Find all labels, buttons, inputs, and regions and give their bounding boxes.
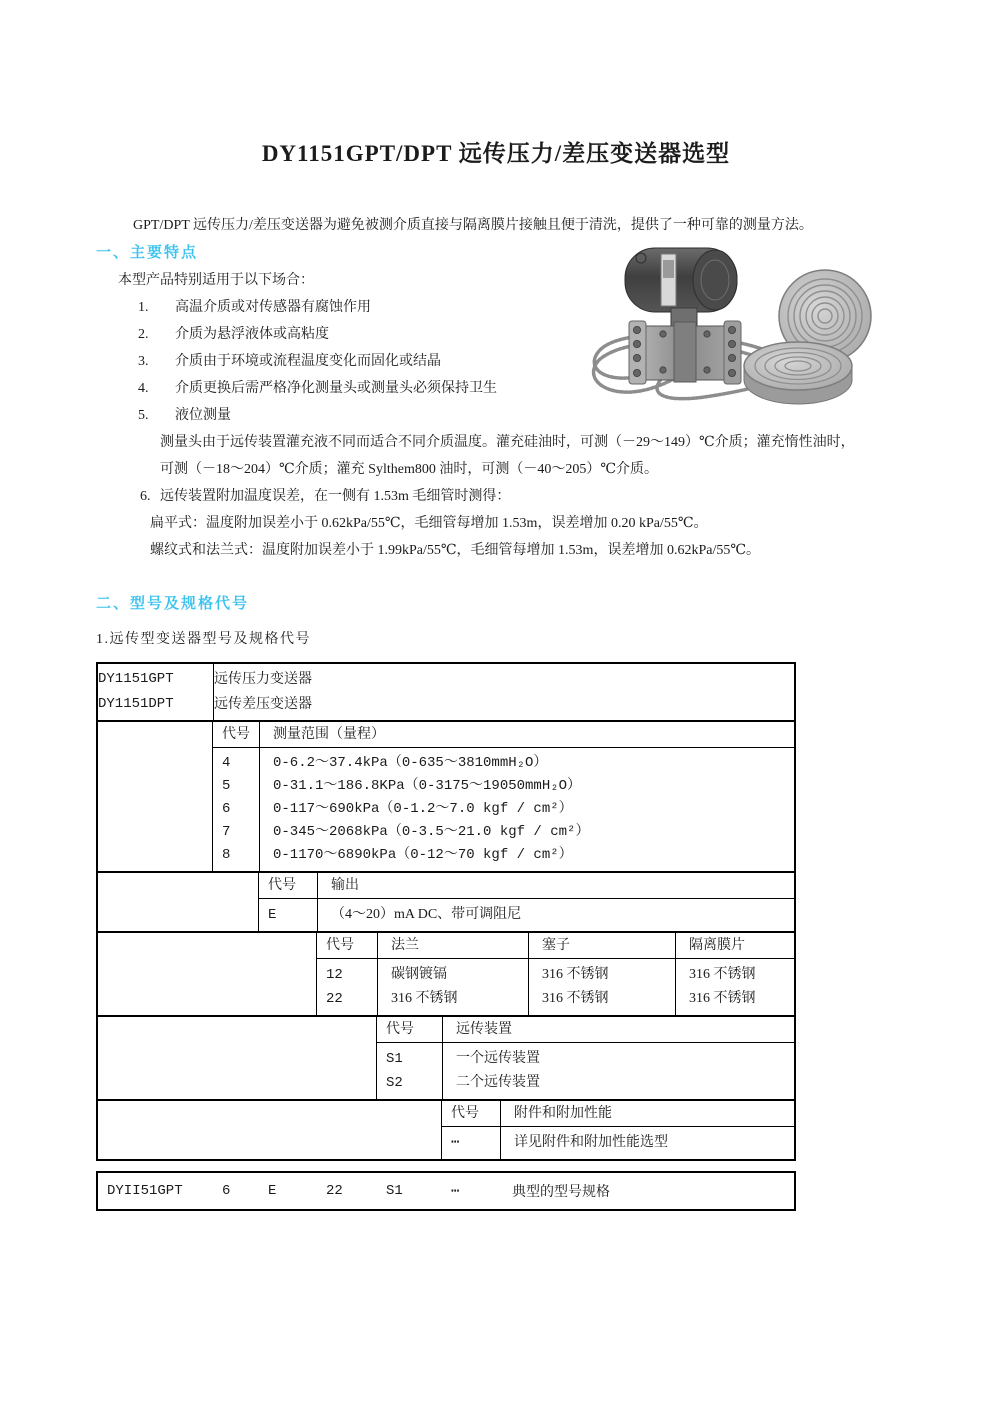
remote-code: S1: [386, 1051, 403, 1067]
range-code: 4: [222, 755, 231, 771]
typical-accessory-code: ⋯: [451, 1183, 460, 1200]
feature-text: 介质为悬浮液体或高粘度: [175, 327, 329, 342]
feature-item: [96, 294, 896, 321]
connection-spacer-cell: [98, 933, 317, 1015]
model-code: DY1151DPT: [98, 696, 174, 712]
diaphragm-header: 隔离膜片: [675, 933, 794, 959]
feature-number: 5.: [138, 408, 149, 423]
connection-code-header: 代号: [317, 933, 377, 959]
output-spacer-cell: [98, 873, 259, 931]
intro-paragraph: GPT/DPT 远传压力/差压变送器为避免被测介质直接与隔离膜片接触且便于清洗，提供了一种可靠的测量方法。: [133, 218, 813, 233]
output-value: （4～20）mA DC、带可调阻尼: [331, 907, 522, 922]
flange-value: 316 不锈钢: [391, 991, 458, 1006]
feature-item: [96, 321, 896, 348]
range-value: 0-31.1～186.8KPa（0-3175～19050mmH₂O）: [273, 778, 582, 794]
range-block: [98, 720, 794, 871]
model-block: [98, 664, 794, 720]
range-value: 0-1170～6890kPa（0-12～70 kgf / cm²）: [273, 847, 573, 863]
fill-fluid-note-line2: 可测（－18～204）℃介质；灌充 Sylthem800 油时，可测（－40～205）℃介质。: [160, 462, 658, 477]
page-title: DY1151GPT/DPT 远传压力/差压变送器选型: [261, 141, 731, 166]
range-code: 8: [222, 847, 231, 863]
range-value: 0-117～690kPa（0-1.2～7.0 kgf / cm²）: [273, 801, 573, 817]
output-code: E: [268, 907, 277, 923]
diaphragm-value: 316 不锈钢: [689, 967, 756, 982]
feature-item: [96, 483, 896, 510]
accessory-code: ⋯: [451, 1135, 460, 1151]
model-code: DY1151GPT: [98, 671, 174, 687]
output-value-column: [317, 899, 794, 931]
fill-fluid-note-line1: 测量头由于远传装置灌充液不同而适合不同介质温度。灌充硅油时，可测（－29～149）℃介质；灌充惰性油时，: [160, 435, 855, 450]
flange-header: 法兰: [377, 933, 528, 959]
typical-range-code: 6: [222, 1183, 231, 1199]
diaphragm-column: [675, 959, 794, 1015]
feature-item: [96, 375, 896, 402]
range-header: 测量范围（量程）: [259, 722, 794, 748]
feature-text: 介质由于环境或流程温度变化而固化或结晶: [175, 354, 441, 369]
section-heading-models: 二、型号及规格代号: [96, 596, 250, 612]
feature-text: 远传装置附加温度误差，在一侧有 1.53m 毛细管时测得：: [160, 489, 511, 504]
feature-text: 高温介质或对传感器有腐蚀作用: [175, 300, 371, 315]
feature-text: 液位测量: [175, 408, 231, 423]
connection-block: [98, 931, 794, 1015]
accessory-value-column: [500, 1127, 794, 1159]
range-code-header: 代号: [213, 722, 259, 748]
feature-number: 6.: [140, 489, 151, 504]
feature-number: 2.: [138, 327, 149, 342]
model-desc: 远传差压变送器: [214, 697, 312, 712]
remote-value: 二个远传装置: [456, 1075, 540, 1090]
output-code-column: [259, 899, 317, 931]
typical-label: 典型的型号规格: [512, 1185, 610, 1200]
feature-number: 1.: [138, 300, 149, 315]
accessory-value: 详见附件和附加性能选型: [514, 1135, 668, 1150]
connection-code: 22: [326, 991, 343, 1007]
range-value-column: [259, 748, 794, 871]
plug-value: 316 不锈钢: [542, 991, 609, 1006]
accessory-spacer-cell: [98, 1101, 442, 1159]
model-desc-cell: [213, 664, 794, 720]
plug-column: [528, 959, 675, 1015]
feature-item: [96, 402, 896, 429]
accessory-block: [98, 1099, 794, 1159]
typical-model-table: [96, 1171, 796, 1211]
feature-number: 4.: [138, 381, 149, 396]
spec-table: [96, 662, 796, 1161]
typical-remote-code: S1: [386, 1183, 403, 1199]
output-block: [98, 871, 794, 931]
flat-type-note: 扁平式：温度附加误差小于 0.62kPa/55℃，毛细管每增加 1.53m，误差增加 0.20 kPa/55℃。: [150, 516, 708, 531]
range-spacer-cell: [98, 722, 213, 871]
range-code-column: [213, 748, 259, 871]
output-code-header: 代号: [259, 873, 317, 899]
accessory-code-header: 代号: [442, 1101, 500, 1127]
remote-header: 远传装置: [442, 1017, 794, 1043]
plug-header: 塞子: [528, 933, 675, 959]
feature-item: [96, 348, 896, 375]
feature-text: 介质更换后需严格净化测量头或测量头必须保持卫生: [175, 381, 497, 396]
typical-output-code: E: [268, 1183, 277, 1199]
remote-code-column: [377, 1043, 442, 1099]
remote-code: S2: [386, 1075, 403, 1091]
range-code: 6: [222, 801, 231, 817]
model-desc: 远传压力变送器: [214, 672, 312, 687]
accessory-header: 附件和附加性能: [500, 1101, 794, 1127]
range-code: 5: [222, 778, 231, 794]
models-subheading: 1.远传型变送器型号及规格代号: [96, 632, 311, 647]
remote-value-column: [442, 1043, 794, 1099]
typical-model-code: DYII51GPT: [107, 1183, 183, 1199]
connection-code: 12: [326, 967, 343, 983]
range-value: 0-6.2～37.4kPa（0-635～3810mmH₂O）: [273, 755, 548, 771]
diaphragm-value: 316 不锈钢: [689, 991, 756, 1006]
remote-value: 一个远传装置: [456, 1051, 540, 1066]
flange-column: [377, 959, 528, 1015]
remote-block: [98, 1015, 794, 1099]
connection-code-column: [317, 959, 377, 1015]
features-lead: 本型产品特别适用于以下场合：: [118, 273, 314, 288]
output-header: 输出: [317, 873, 794, 899]
document-body: [96, 140, 896, 1211]
model-code-cell: [98, 664, 213, 720]
section-heading-features: 一、主要特点: [96, 245, 199, 261]
feature-number: 3.: [138, 354, 149, 369]
remote-code-header: 代号: [377, 1017, 442, 1043]
thread-flange-type-note: 螺纹式和法兰式：温度附加误差小于 1.99kPa/55℃，毛细管每增加 1.53m，误差增加 0.62kPa/55℃。: [150, 543, 760, 558]
range-value: 0-345～2068kPa（0-3.5～21.0 kgf / cm²）: [273, 824, 590, 840]
accessory-code-column: [442, 1127, 500, 1159]
flange-value: 碳钢镀镉: [391, 967, 447, 982]
typical-connection-code: 22: [326, 1183, 343, 1199]
plug-value: 316 不锈钢: [542, 967, 609, 982]
remote-spacer-cell: [98, 1017, 377, 1099]
range-code: 7: [222, 824, 231, 840]
